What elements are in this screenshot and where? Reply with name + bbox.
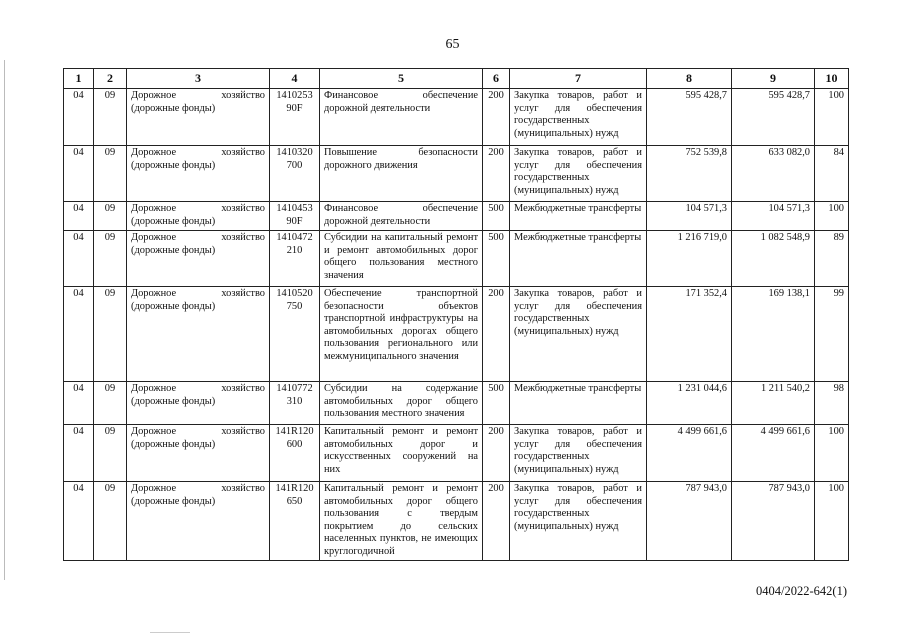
table-cell: 1410453 90F xyxy=(270,202,320,231)
table-cell: 09 xyxy=(94,382,127,425)
table-row xyxy=(64,146,849,202)
table-cell: Дорожное хозяйство (дорожные фонды) xyxy=(127,425,270,482)
table-cell: Дорожное хозяйство (дорожные фонды) xyxy=(127,89,270,146)
table-cell: 787 943,0 xyxy=(732,482,815,561)
table-cell: 1 211 540,2 xyxy=(732,382,815,425)
table-cell: Межбюджетные трансферты xyxy=(510,231,647,287)
table-cell: 1410253 90F xyxy=(270,89,320,146)
budget-table xyxy=(63,68,849,561)
col-header: 7 xyxy=(510,69,647,89)
table-cell: 752 539,8 xyxy=(647,146,732,202)
table-cell: Межбюджетные трансферты xyxy=(510,202,647,231)
page-number: 65 xyxy=(445,37,460,52)
table-row xyxy=(64,89,849,146)
table-cell: 84 xyxy=(815,146,849,202)
table-cell: 1 216 719,0 xyxy=(647,231,732,287)
table-row xyxy=(64,287,849,382)
col-header: 2 xyxy=(94,69,127,89)
table-cell: 1410520 750 xyxy=(270,287,320,382)
table-row xyxy=(64,231,849,287)
table-cell: Дорожное хозяйство (дорожные фонды) xyxy=(127,287,270,382)
col-header: 3 xyxy=(127,69,270,89)
table-cell: 1 082 548,9 xyxy=(732,231,815,287)
table-cell: 633 082,0 xyxy=(732,146,815,202)
table-cell: 169 138,1 xyxy=(732,287,815,382)
table-cell: 141R120 650 xyxy=(270,482,320,561)
table-cell: Межбюджетные трансферты xyxy=(510,382,647,425)
col-header: 6 xyxy=(483,69,510,89)
table-cell: Дорожное хозяйство (дорожные фонды) xyxy=(127,482,270,561)
table-cell: 500 xyxy=(483,202,510,231)
table-row xyxy=(64,482,849,561)
table-cell: Субсидии на содержание автомобильных дорог общего пользования местного значения xyxy=(320,382,483,425)
table-cell: 89 xyxy=(815,231,849,287)
table-cell: Закупка товаров, работ и услуг для обеспечения государственных (муниципальных) нужд xyxy=(510,482,647,561)
table-cell: Капитальный ремонт и ремонт автомобильных дорог общего пользования с твердым покрытием до сельских населенных пунктов, не имеющих круглогодичной xyxy=(320,482,483,561)
table-cell: 04 xyxy=(64,287,94,382)
table-cell: Закупка товаров, работ и услуг для обеспечения государственных (муниципальных) нужд xyxy=(510,425,647,482)
table-row xyxy=(64,202,849,231)
table-cell: Повышение безопасности дорожного движения xyxy=(320,146,483,202)
table-cell: Финансовое обеспечение дорожной деятельности xyxy=(320,202,483,231)
table-cell: 98 xyxy=(815,382,849,425)
table-cell: Дорожное хозяйство (дорожные фонды) xyxy=(127,202,270,231)
table-cell: 595 428,7 xyxy=(732,89,815,146)
table-cell: Дорожное хозяйство (дорожные фонды) xyxy=(127,146,270,202)
table-cell: Обеспечение транспортной безопасности объектов транспортной инфраструктуры на автомобильных дорогах общего пользования регионального или межмуниципального значения xyxy=(320,287,483,382)
col-header: 9 xyxy=(732,69,815,89)
table-cell: 100 xyxy=(815,425,849,482)
table-cell: 04 xyxy=(64,146,94,202)
table-cell: 09 xyxy=(94,146,127,202)
table-cell: 200 xyxy=(483,146,510,202)
col-header: 4 xyxy=(270,69,320,89)
table-cell: 104 571,3 xyxy=(647,202,732,231)
table-cell: 100 xyxy=(815,482,849,561)
table-cell: 200 xyxy=(483,482,510,561)
scan-mark xyxy=(4,60,5,580)
col-header: 10 xyxy=(815,69,849,89)
table-cell: 04 xyxy=(64,231,94,287)
table-cell: Субсидии на капитальный ремонт и ремонт автомобильных дорог общего пользования местного значения xyxy=(320,231,483,287)
table-cell: 100 xyxy=(815,202,849,231)
col-header: 1 xyxy=(64,69,94,89)
table-row xyxy=(64,425,849,482)
table-cell: 171 352,4 xyxy=(647,287,732,382)
table-cell: 09 xyxy=(94,89,127,146)
table-cell: 04 xyxy=(64,482,94,561)
table-cell: 4 499 661,6 xyxy=(732,425,815,482)
table-cell: 787 943,0 xyxy=(647,482,732,561)
table-cell: 104 571,3 xyxy=(732,202,815,231)
table-cell: Закупка товаров, работ и услуг для обеспечения государственных (муниципальных) нужд xyxy=(510,146,647,202)
table-cell: 09 xyxy=(94,202,127,231)
table-cell: 4 499 661,6 xyxy=(647,425,732,482)
table-cell: 500 xyxy=(483,231,510,287)
table-cell: Дорожное хозяйство (дорожные фонды) xyxy=(127,382,270,425)
table-row xyxy=(64,382,849,425)
table-cell: 09 xyxy=(94,287,127,382)
table-cell: 04 xyxy=(64,202,94,231)
table-cell: 09 xyxy=(94,231,127,287)
table-cell: 500 xyxy=(483,382,510,425)
table-cell: 200 xyxy=(483,425,510,482)
table-cell: Закупка товаров, работ и услуг для обеспечения государственных (муниципальных) нужд xyxy=(510,287,647,382)
table-cell: 1 231 044,6 xyxy=(647,382,732,425)
col-header: 8 xyxy=(647,69,732,89)
table-cell: 200 xyxy=(483,89,510,146)
scan-mark xyxy=(150,632,190,633)
table-cell: 04 xyxy=(64,89,94,146)
table-cell: Закупка товаров, работ и услуг для обеспечения государственных (муниципальных) нужд xyxy=(510,89,647,146)
table-cell: 1410772 310 xyxy=(270,382,320,425)
header-row xyxy=(64,69,849,89)
table-cell: Финансовое обеспечение дорожной деятельности xyxy=(320,89,483,146)
table-cell: 09 xyxy=(94,482,127,561)
table-cell: 100 xyxy=(815,89,849,146)
table-cell: 141R120 600 xyxy=(270,425,320,482)
table-cell: 595 428,7 xyxy=(647,89,732,146)
table-cell: 200 xyxy=(483,287,510,382)
table-cell: 09 xyxy=(94,425,127,482)
table-cell: 99 xyxy=(815,287,849,382)
table-cell: 04 xyxy=(64,425,94,482)
table-cell: 1410320 700 xyxy=(270,146,320,202)
col-header: 5 xyxy=(320,69,483,89)
document-id: 0404/2022-642(1) xyxy=(756,584,847,598)
table-cell: 1410472 210 xyxy=(270,231,320,287)
table-cell: Дорожное хозяйство (дорожные фонды) xyxy=(127,231,270,287)
table-cell: Капитальный ремонт и ремонт автомобильных дорог и искусственных сооружений на них xyxy=(320,425,483,482)
table-cell: 04 xyxy=(64,382,94,425)
